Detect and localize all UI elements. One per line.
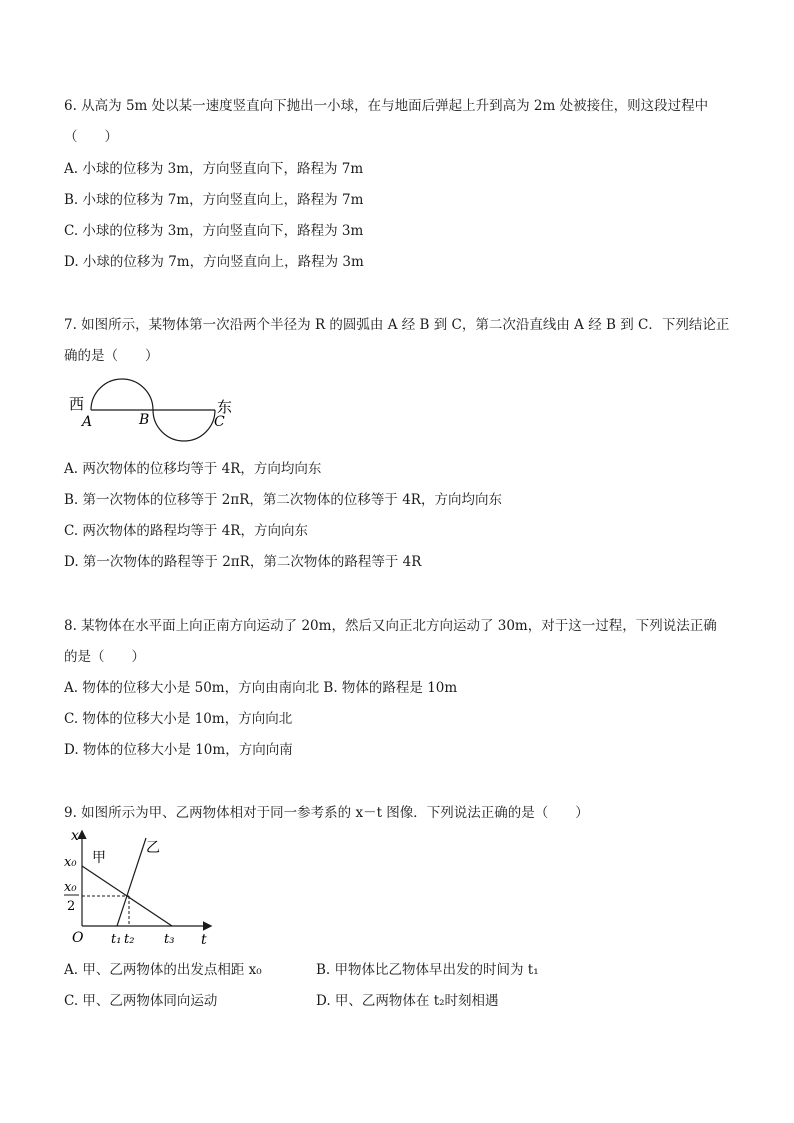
q9-option-b: B. 甲物体比乙物体早出发的时间为 t₁ [316,962,539,978]
q7-stem-line2: 确的是（ ） [64,348,159,364]
q8-option-c: C. 物体的位移大小是 10m，方向向北 [64,711,293,727]
q6-option-c: C. 小球的位移为 3m，方向竖直向下，路程为 3m [64,223,364,239]
q6-option-d: D. 小球的位移为 7m，方向竖直向上，路程为 3m [64,254,364,270]
q9-tick-t3: t₃ [164,932,175,947]
q7-option-c: C. 两次物体的路程均等于 4R，方向向东 [64,523,308,539]
q9-tick-t1: t₁ [111,932,122,947]
q9-option-a: A. 甲、乙两物体的出发点相距 x₀ [64,962,262,978]
q9-label-yi: 乙 [146,840,160,856]
q9-line-yi [117,838,146,926]
q6-stem-line1: 6. 从高为 5m 处以某一速度竖直向下抛出一小球，在与地面后弹起上升到高为 2m 处被接住，则这段过程中 [64,98,709,114]
q7-option-d: D. 第一次物体的路程等于 2πR，第二次物体的路程等于 4R [64,554,422,570]
q7-arc-figure [64,372,244,448]
q9-label-jia: 甲 [92,850,106,866]
q7-option-a: A. 两次物体的位移均等于 4R，方向均向东 [64,461,322,477]
q9-origin-label: O [72,930,84,946]
q8-option-d: D. 物体的位移大小是 10m，方向向南 [64,742,293,758]
q9-stem: 9. 如图所示为甲、乙两物体相对于同一参考系的 x－t 图像．下列说法正确的是（ ） [64,805,589,821]
q7-stem-line1: 7. 如图所示，某物体第一次沿两个半径为 R 的圆弧由 A 经 B 到 C，第二次沿直线由 A 经 B 到 C．下列结论正 [64,317,730,333]
q7-label-east: 东 [217,398,233,416]
q9-axis-label-t: t [201,932,207,948]
q7-label-b: B [139,412,150,428]
q9-xt-graph [60,824,220,950]
q6-option-a: A. 小球的位移为 3m，方向竖直向下，路程为 7m [64,161,364,177]
q8-stem-line2: 的是（ ） [64,649,145,665]
q7-upper-arc [91,379,153,410]
q9-option-d: D. 甲、乙两物体在 t₂时刻相遇 [316,993,499,1009]
q7-lower-arc [153,410,215,441]
q7-option-b: B. 第一次物体的位移等于 2πR，第二次物体的位移等于 4R，方向均向东 [64,492,502,508]
q9-x0-half-numerator: x₀ [64,880,77,895]
q8-stem-line1: 8. 某物体在水平面上向正南方向运动了 20m，然后又向正北方向运动了 30m，对于这一过程，下列说法正确 [64,618,717,634]
q7-label-west: 西 [69,395,85,413]
q9-x0-label: x₀ [64,855,77,870]
q9-option-c: C. 甲、乙两物体同向运动 [64,993,218,1009]
q9-x0-half-denominator: 2 [67,899,76,914]
q6-stem-line2: （ ） [64,129,118,145]
q9-tick-t2: t₂ [124,932,135,947]
q9-axis-label-x: x [71,828,79,844]
q8-option-a-b: A. 物体的位移大小是 50m，方向由南向北 B. 物体的路程是 10m [64,680,458,696]
q6-option-b: B. 小球的位移为 7m，方向竖直向上，路程为 7m [64,192,364,208]
q7-label-a: A [82,414,93,430]
q7-label-c: C [214,414,225,430]
